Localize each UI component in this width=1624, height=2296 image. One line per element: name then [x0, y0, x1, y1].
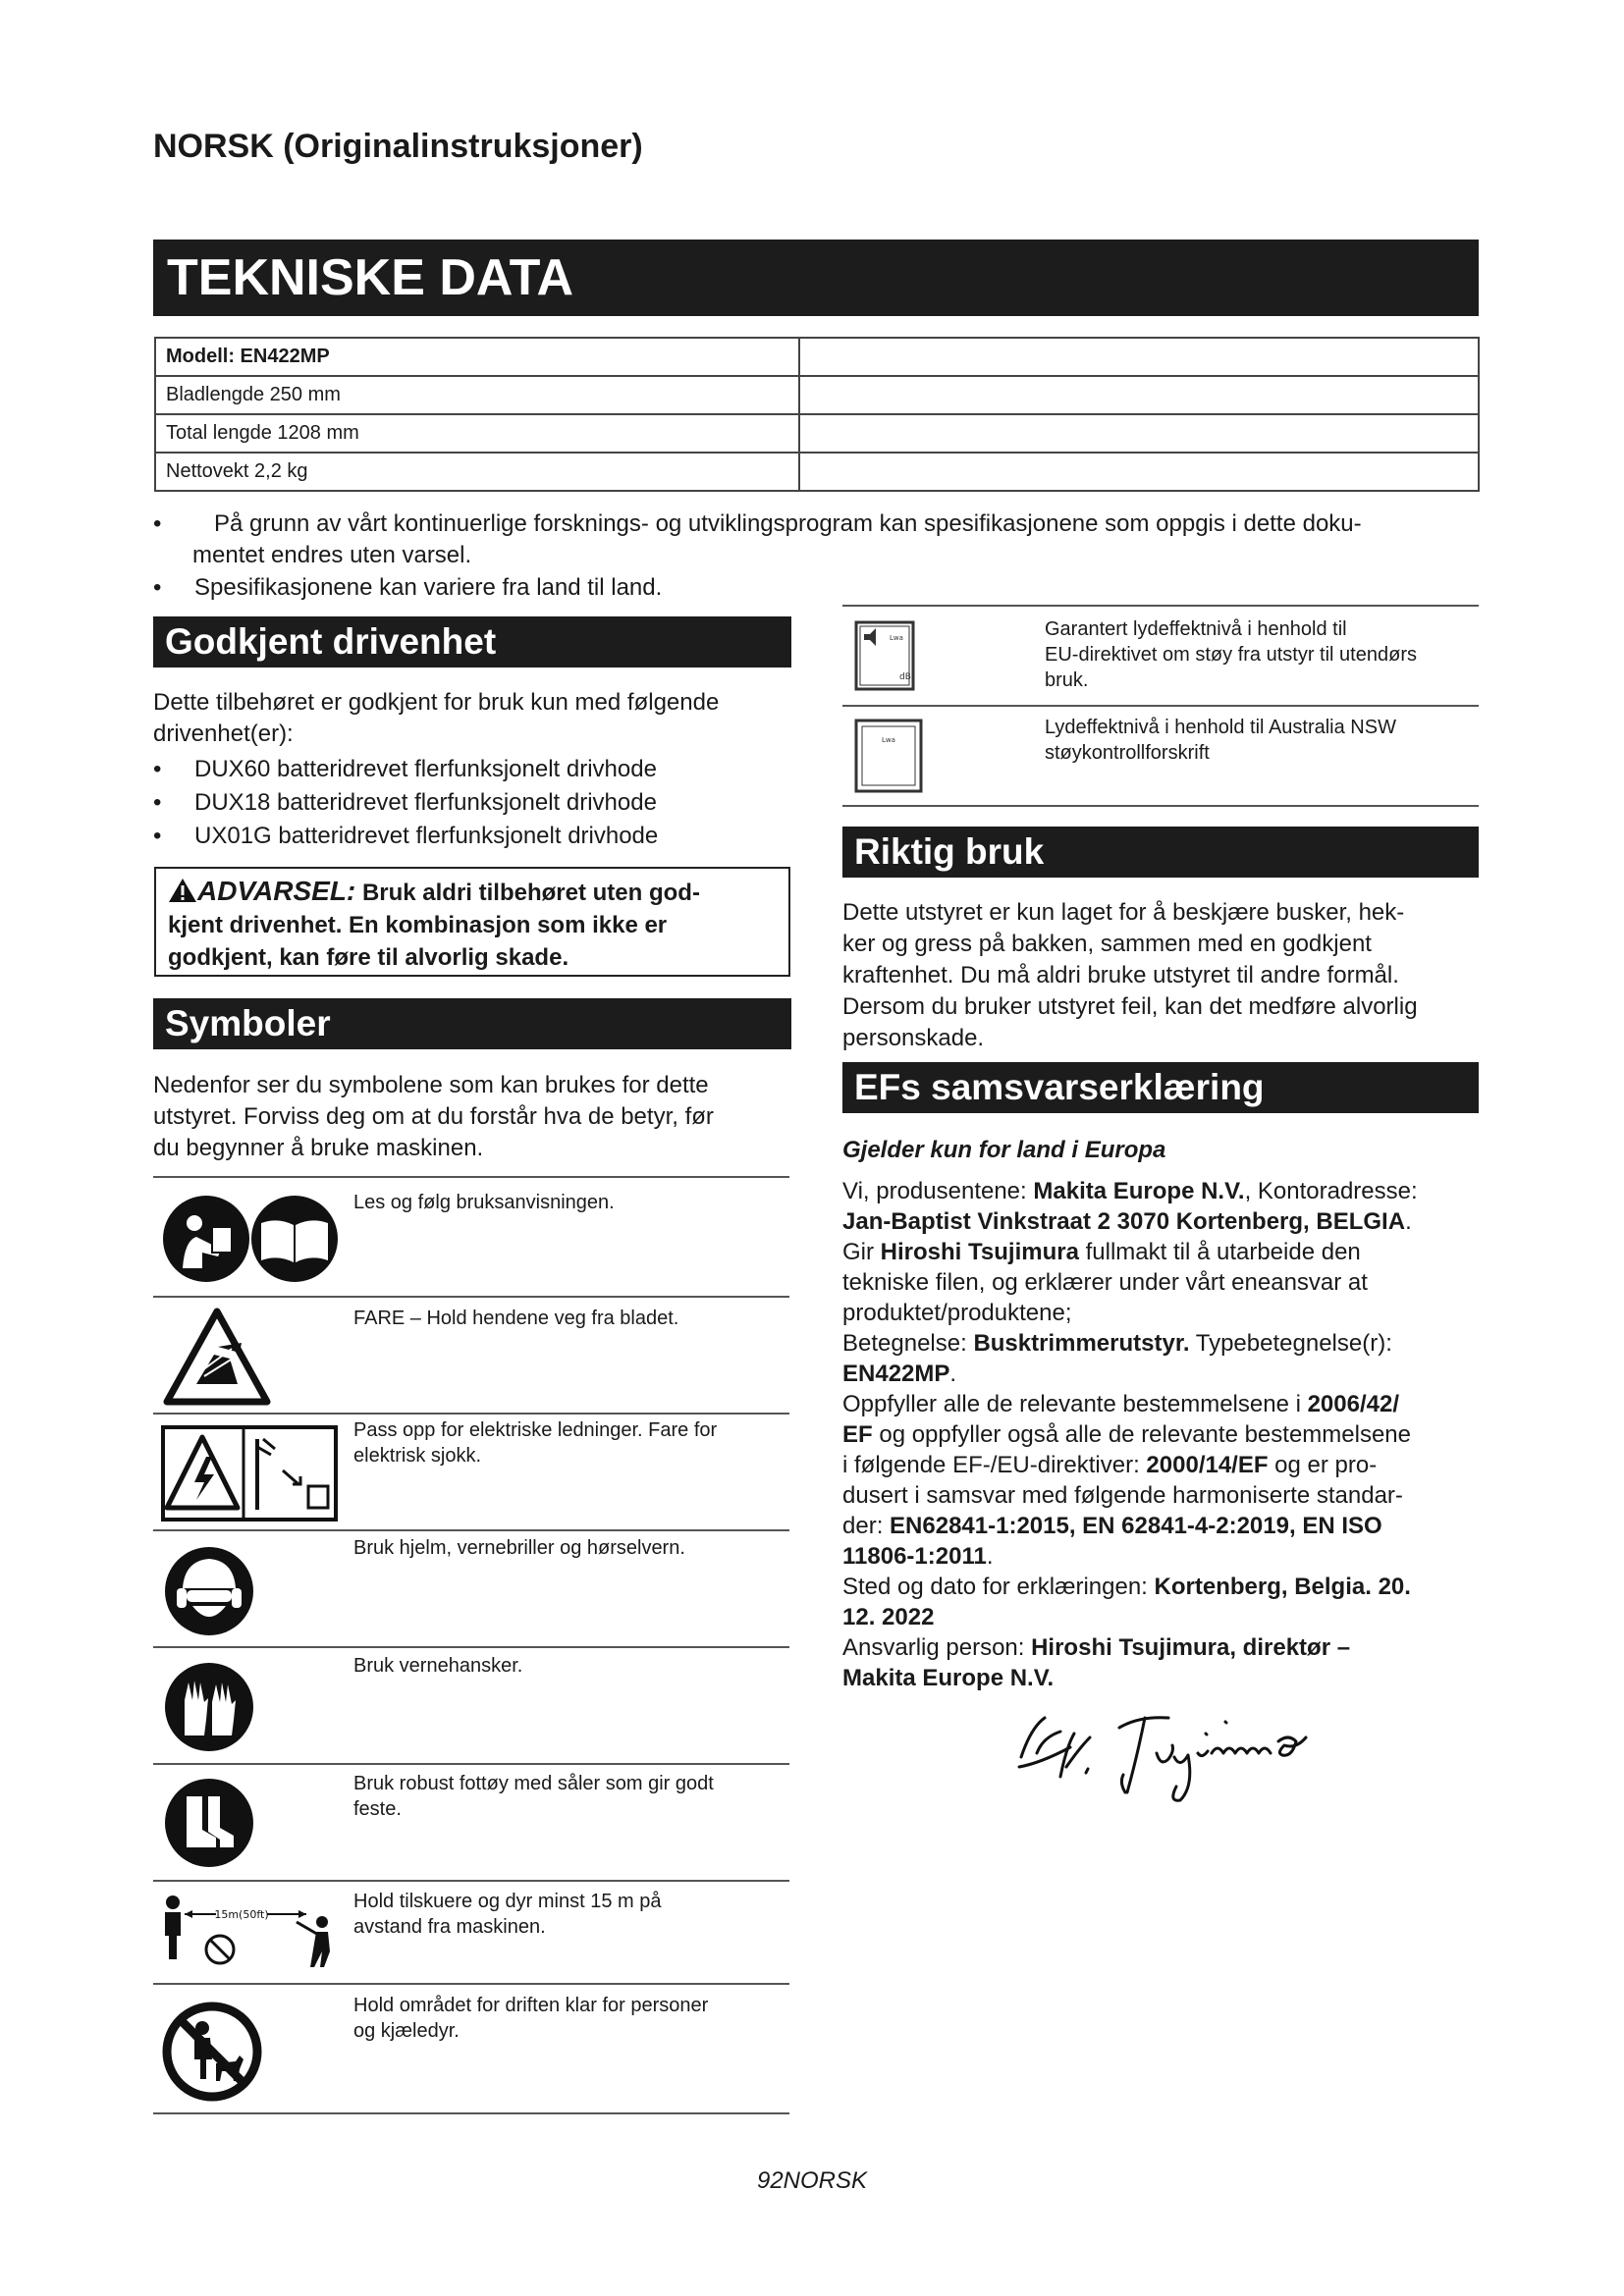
- divider: [153, 2112, 789, 2114]
- divider: [842, 805, 1479, 807]
- symbol-line: Hold området for driften klar for personer: [353, 1995, 709, 2016]
- model-number: EN422MP: [842, 1361, 950, 1387]
- db-label: dB: [899, 672, 911, 682]
- divider: [842, 705, 1479, 707]
- symbol-row-ppe: [163, 1545, 255, 1642]
- table-row: [155, 338, 1479, 376]
- helmet-goggles-earmuffs-icon: [163, 1545, 255, 1637]
- text-span: i følgende EF-/EU-direktiver:: [842, 1452, 1147, 1478]
- unit-name: DUX60 batteridrevet flerfunksjonelt drivhode: [194, 756, 657, 782]
- noise-table: [842, 605, 1479, 807]
- page-footer: 92NORSK: [756, 2167, 868, 2194]
- lwa-label: Lwa: [882, 736, 895, 744]
- text-line: [842, 1541, 1490, 1572]
- text-span: Gir: [842, 1239, 881, 1265]
- symbol-line: feste.: [353, 1798, 402, 1820]
- text-line: [842, 1328, 1490, 1359]
- symbols-intro: [153, 1070, 714, 1164]
- symbol-text: [353, 1417, 717, 1468]
- electric-shock-icon: [161, 1425, 338, 1522]
- intended-use-heading: Riktig bruk: [842, 827, 1479, 878]
- intended-use-text: [842, 897, 1418, 1054]
- spec-cell-total-length: Total lengde 1208 mm: [155, 414, 799, 453]
- bullet: •: [153, 789, 162, 816]
- symbol-line: avstand fra maskinen.: [353, 1916, 546, 1938]
- text-span: Oppfyller alle de relevante bestemmelsene i: [842, 1391, 1308, 1417]
- divider: [153, 1176, 789, 1178]
- text-line: [842, 1450, 1490, 1480]
- note-text: Spesifikasjonene kan variere fra land til land.: [194, 574, 663, 601]
- text-span: .: [1405, 1208, 1412, 1235]
- text-line: tekniske filen, og erklærer under vårt eneansvar at: [842, 1269, 1368, 1296]
- table-row: [155, 414, 1479, 453]
- symbol-line: Bruk hjelm, vernebriller og hørselvern.: [353, 1537, 685, 1559]
- no-people-pets-icon: [161, 2001, 263, 2103]
- ec-declaration-text: [842, 1176, 1490, 1693]
- intro-line: du begynner å bruke maskinen.: [153, 1135, 484, 1161]
- spec-cell-empty: [799, 338, 1479, 376]
- divider: [153, 1646, 789, 1648]
- text-span: fullmakt til å utarbeide den: [1078, 1239, 1361, 1265]
- list-item: [153, 821, 658, 854]
- text-span: og oppfyller også alle de relevante bestemmelsene: [872, 1421, 1412, 1448]
- text-span: , Kontoradresse:: [1244, 1178, 1418, 1204]
- symbol-text: [353, 1190, 615, 1215]
- note-text: mentet endres uten varsel.: [192, 542, 472, 568]
- text-line: Dersom du bruker utstyret feil, kan det medføre alvorlig: [842, 993, 1418, 1020]
- noise-line: Lydeffektnivå i henhold til Australia NSW: [1045, 717, 1396, 738]
- symbol-row-blade-danger: [163, 1308, 271, 1411]
- warning-text: kjent drivenhet. En kombinasjon som ikke er: [168, 912, 668, 938]
- bullet: •: [153, 823, 162, 849]
- unit-name: DUX18 batteridrevet flerfunksjonelt drivhode: [194, 789, 657, 816]
- symbol-line: Hold tilskuere og dyr minst 15 m på: [353, 1891, 662, 1912]
- bullet: •: [153, 574, 162, 601]
- text-line: produktet/produktene;: [842, 1300, 1072, 1326]
- spec-cell-blade-length: Bladlengde 250 mm: [155, 376, 799, 414]
- symbol-line: Pass opp for elektriske ledninger. Fare for: [353, 1419, 718, 1441]
- noise-line: bruk.: [1045, 669, 1089, 691]
- symbols-table: [153, 1176, 789, 2114]
- text-line: [842, 1511, 1490, 1541]
- read-manual-icon: [163, 1192, 340, 1285]
- authorized-person: Hiroshi Tsujimura: [880, 1239, 1079, 1265]
- symbol-text: [353, 1535, 685, 1561]
- spec-note-2: [153, 572, 662, 604]
- text-line: Dette utstyret er kun laget for å beskjære busker, hek-: [842, 899, 1405, 926]
- symbol-row-read-manual: [163, 1192, 340, 1290]
- spec-cell-model: Modell: EN422MP: [155, 338, 799, 376]
- list-item: [153, 787, 658, 821]
- text-span: og er pro-: [1268, 1452, 1378, 1478]
- symbol-text: [353, 1889, 661, 1940]
- approved-intro: [153, 687, 719, 750]
- text-span: .: [949, 1361, 957, 1387]
- text-line: [842, 1572, 1490, 1602]
- text-line: dusert i samsvar med følgende harmoniserte standar-: [842, 1482, 1403, 1509]
- noise-line: Garantert lydeffektnivå i henhold til: [1045, 618, 1347, 640]
- lwa-nsw-icon: [854, 719, 923, 793]
- text-span: Vi, produsentene:: [842, 1178, 1034, 1204]
- symbol-text: [353, 1653, 522, 1679]
- unit-name: UX01G batteridrevet flerfunksjonelt drivhode: [194, 823, 659, 849]
- intro-line: utstyret. Forviss deg om at du forstår hva de betyr, før: [153, 1103, 714, 1130]
- noise-row-guaranteed: [854, 620, 915, 696]
- text-line: personskade.: [842, 1025, 985, 1051]
- text-line: [842, 1602, 1490, 1632]
- distance-label: 15m(50ft): [214, 1908, 269, 1921]
- symbols-heading: Symboler: [153, 998, 791, 1049]
- intro-line: Nedenfor ser du symbolene som kan brukes for dette: [153, 1072, 709, 1098]
- symbol-row-electric: [161, 1425, 338, 1526]
- ec-subtitle: Gjelder kun for land i Europa: [842, 1137, 1166, 1163]
- text-span: der:: [842, 1513, 891, 1539]
- symbol-text: [353, 1771, 714, 1822]
- warning-label: ADVARSEL:: [197, 876, 356, 906]
- divider: [842, 605, 1479, 607]
- manufacturer-name: Makita Europe N.V.: [1033, 1178, 1245, 1204]
- text-span: Typebetegnelse(r):: [1189, 1330, 1392, 1357]
- symbol-row-distance: [159, 1893, 336, 1976]
- symbol-text: [353, 1306, 678, 1331]
- divider: [153, 1296, 789, 1298]
- language-title: NORSK (Originalinstruksjoner): [153, 128, 643, 165]
- spec-table: [154, 337, 1480, 492]
- text-line: [842, 1663, 1490, 1693]
- intro-line: drivenhet(er):: [153, 721, 294, 747]
- symbol-line: Bruk robust fottøy med såler som gir godt: [353, 1773, 714, 1794]
- table-row: [155, 376, 1479, 414]
- symbol-row-gloves: [163, 1661, 255, 1758]
- noise-line: støykontrollforskrift: [1045, 742, 1210, 764]
- text-line: [842, 1176, 1490, 1206]
- symbol-text: [353, 1993, 708, 2044]
- text-line: [842, 1206, 1490, 1237]
- symbol-line: Les og følg bruksanvisningen.: [353, 1192, 615, 1213]
- divider: [153, 1880, 789, 1882]
- place-date: Kortenberg, Belgia. 20.: [1154, 1574, 1411, 1600]
- noise-row-nsw: [854, 719, 923, 798]
- standards: 11806-1:2011: [842, 1543, 987, 1570]
- text-span: Ansvarlig person:: [842, 1634, 1032, 1661]
- spec-cell-empty: [799, 414, 1479, 453]
- lwa-guaranteed-icon: [854, 620, 915, 691]
- text-line: [842, 1632, 1490, 1663]
- designation: Busktrimmerutstyr.: [973, 1330, 1190, 1357]
- note-text: På grunn av vårt kontinuerlige forsknings- og utviklingsprogram kan spesifikasjonene som oppgis i dette doku-: [214, 510, 1362, 537]
- bullet: •: [153, 756, 162, 782]
- warning-text: godkjent, kan føre til alvorlig skade.: [168, 944, 569, 971]
- noise-text: [1045, 715, 1396, 766]
- text-line: [842, 1389, 1490, 1419]
- list-item: [153, 754, 658, 787]
- directive: 2006/42/: [1307, 1391, 1399, 1417]
- spec-cell-empty: [799, 453, 1479, 491]
- lwa-label: Lwa: [890, 634, 903, 642]
- symbol-line: Bruk vernehansker.: [353, 1655, 523, 1677]
- signature-image: [1001, 1698, 1326, 1806]
- text-line: [842, 1237, 1490, 1267]
- text-line: kraftenhet. Du må aldri bruke utstyret til andre formål.: [842, 962, 1399, 988]
- divider: [153, 1529, 789, 1531]
- responsible-person: Hiroshi Tsujimura, direktør –: [1031, 1634, 1351, 1661]
- symbol-line: FARE – Hold hendene veg fra bladet.: [353, 1308, 679, 1329]
- distance-icon: [159, 1893, 336, 1971]
- symbol-line: og kjæledyr.: [353, 2020, 460, 2042]
- divider: [153, 1763, 789, 1765]
- text-line: [842, 1359, 1490, 1389]
- spec-note-1: [153, 508, 1489, 571]
- directive: 2000/14/EF: [1146, 1452, 1269, 1478]
- responsible-company: Makita Europe N.V.: [842, 1665, 1055, 1691]
- text-line: ker og gress på bakken, sammen med en godkjent: [842, 931, 1372, 957]
- text-span: Sted og dato for erklæringen:: [842, 1574, 1155, 1600]
- divider: [153, 1413, 789, 1415]
- symbol-line: elektrisk sjokk.: [353, 1445, 482, 1467]
- noise-line: EU-direktivet om støy fra utstyr til utendørs: [1045, 644, 1417, 666]
- standards: EN62841-1:2015, EN 62841-4-2:2019, EN ISO: [890, 1513, 1382, 1539]
- table-row: [155, 453, 1479, 491]
- tech-data-heading: TEKNISKE DATA: [153, 240, 1479, 316]
- text-span: Betegnelse:: [842, 1330, 974, 1357]
- ec-declaration-heading: EFs samsvarserklæring: [842, 1062, 1479, 1113]
- bullet: •: [153, 510, 162, 537]
- spec-cell-empty: [799, 376, 1479, 414]
- directive: EF: [842, 1421, 873, 1448]
- intro-line: Dette tilbehøret er godkjent for bruk kun med følgende: [153, 689, 720, 716]
- hand-blade-danger-icon: [163, 1308, 271, 1406]
- spec-cell-weight: Nettovekt 2,2 kg: [155, 453, 799, 491]
- symbol-row-boots: [163, 1777, 255, 1874]
- text-line: [842, 1419, 1490, 1450]
- boots-icon: [163, 1777, 255, 1869]
- approved-unit-list: [153, 754, 658, 854]
- warning-triangle-icon: [168, 878, 197, 903]
- manufacturer-address: Jan-Baptist Vinkstraat 2 3070 Kortenberg, BELGIA: [842, 1208, 1406, 1235]
- divider: [153, 1983, 789, 1985]
- approved-unit-heading: Godkjent drivenhet: [153, 616, 791, 667]
- symbol-row-no-people-pets: [161, 2001, 263, 2108]
- noise-text: [1045, 616, 1417, 693]
- text-span: .: [986, 1543, 994, 1570]
- place-date: 12. 2022: [842, 1604, 935, 1630]
- warning-text: Bruk aldri tilbehøret uten god-: [361, 880, 700, 906]
- gloves-icon: [163, 1661, 255, 1753]
- warning-box: [154, 867, 790, 977]
